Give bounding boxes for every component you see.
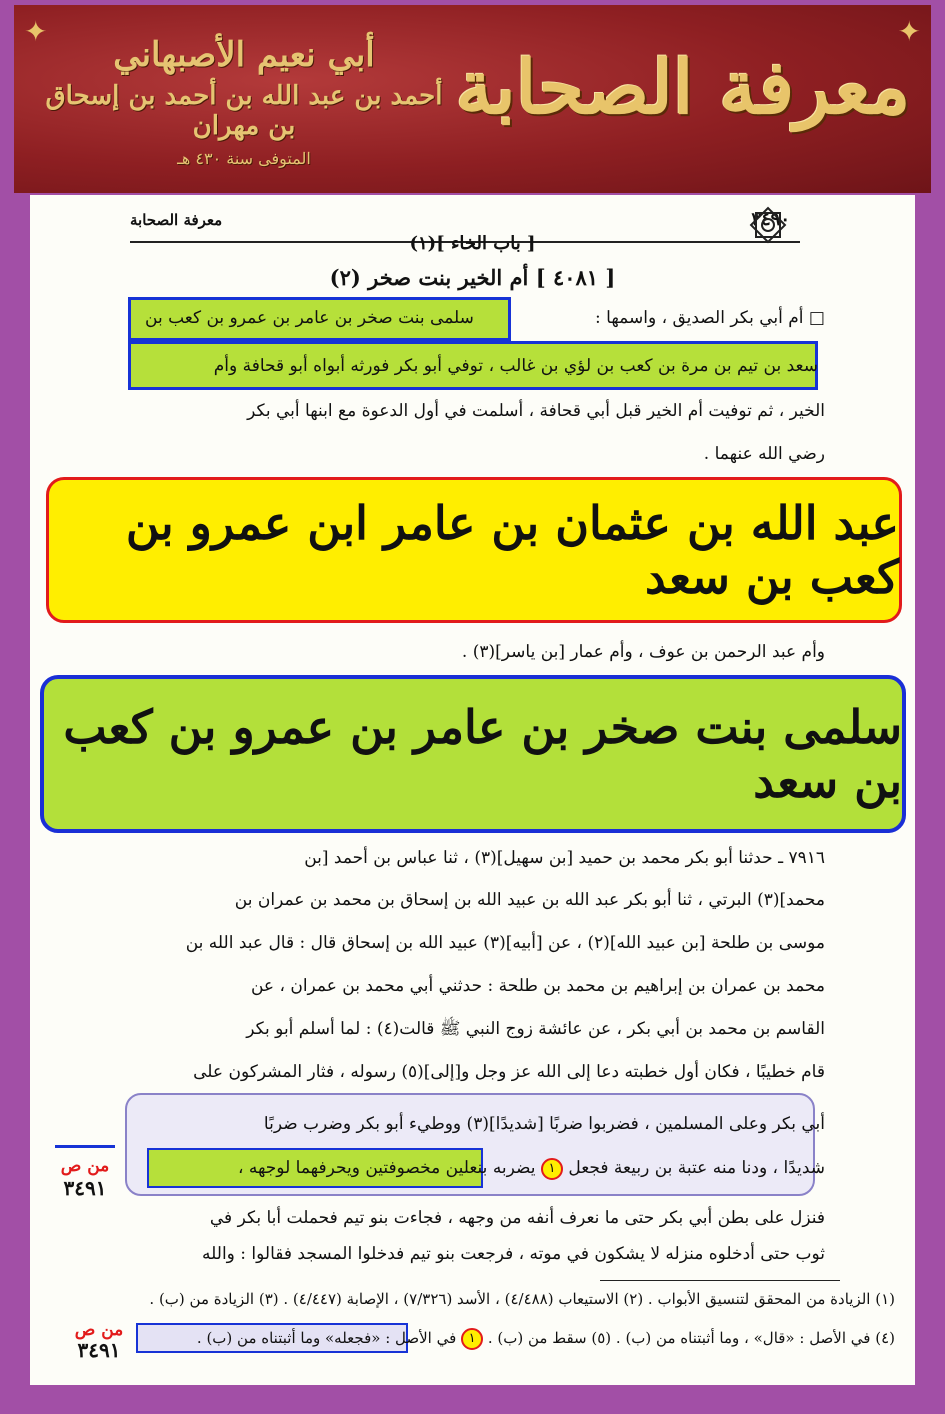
paragraph-line: فنزل على بطن أبي بكر حتى ما نعرف أنفه من وجهه ، فجاءت بنو تيم فحملت أبا بكر في (209, 1208, 825, 1228)
annotation-banner-green: سلمى بنت صخر بن عامر بن عمرو بن كعب بن سعد (40, 675, 906, 833)
footnote-marker: ١ (541, 1158, 563, 1180)
book-cover-banner (14, 5, 931, 193)
paragraph-line: موسى بن طلحة [بن عبيد الله](٢) ، عن [أبيه](٣) عبيد الله بن إسحاق قال : قال عبد الله بن (185, 933, 825, 953)
text-run: (٤) في الأصل : «قال» ، وما أثبتناه من (ب) . (٥) سقط من (ب) . (487, 1329, 895, 1347)
chapter-heading: [ باب الخاء ](١) (409, 233, 536, 254)
ornament-icon: ✦ (897, 15, 921, 48)
paragraph-line: قام خطيبًا ، فكان أول خطبته دعا إلى الله عز وجل و[إلى](٥) رسوله ، فثار المشركون على (193, 1062, 825, 1082)
author-name: أبي نعيم الأصبهاني (113, 35, 375, 75)
paragraph-line: ثوب حتى أدخلوه منزله لا يشكون في موته ، فرجعت بنو تيم فدخلوا المسجد فقالوا : والله (202, 1244, 825, 1264)
author-death-year: المتوفى سنة ٤٣٠ هـ (177, 149, 311, 168)
side-ref-page: ٣٤٩١ (77, 1338, 121, 1362)
footnote-line: (١) الزيادة من المحقق لتنسيق الأبواب . (٢) الاستيعاب (٤/٤٨٨) ، الأسد (٧/٣٢٦) ، الإصابة (٤/٤٤٧) . (٣) الزيادة من (ب) . (149, 1290, 895, 1308)
paragraph-line (125, 1157, 825, 1180)
paragraph-line: وأم عبد الرحمن بن عوف ، وأم عمار [بن ياسر](٣) . (461, 642, 825, 662)
author-block (34, 35, 454, 168)
paragraph-line: محمد بن عمران بن إبراهيم بن محمد بن طلحة : حدثني أبي محمد بن عمران ، عن (250, 976, 825, 996)
paragraph-line (125, 307, 825, 329)
ornament-icon: ✦ (24, 15, 48, 48)
entry-heading: [ ٤٠٨١ ] أم الخير بنت صخر (٢) (329, 265, 616, 290)
page-number: ٣٤٩٠ (751, 209, 790, 230)
text-run: شديدًا ، ودنا منه عتبة بن ربيعة فجعل (568, 1158, 825, 1178)
highlighted-footnote: في الأصل : «فجعله» وما أثبتناه من (ب) . (196, 1329, 457, 1347)
side-note-rule (55, 1145, 115, 1148)
author-full-name: أحمد بن عبد الله بن أحمد بن إسحاق بن مهران (45, 81, 443, 141)
paragraph-line: الخير ، ثم توفيت أم الخير قبل أبي قحافة ، أسلمت في أول الدعوة مع ابنها أبي بكر (247, 401, 825, 421)
paragraph-line: محمد](٣) البرتي ، ثنا أبو بكر عبد الله بن عبيد الله بن إسحاق بن محمد بن عمران بن (234, 890, 825, 910)
annotation-banner-yellow: عبد الله بن عثمان بن عامر ابن عمرو بن كعب بن سعد (46, 477, 902, 623)
book-page (30, 195, 915, 1385)
footnote-line (55, 1328, 895, 1350)
paragraph-line (128, 355, 818, 377)
side-ref-page: ٣٤٩١ (63, 1176, 107, 1200)
book-title-calligraphy: معرفة الصحابة (455, 45, 911, 131)
footnote-divider (600, 1280, 840, 1281)
side-ref-label: من ص (74, 1320, 124, 1340)
highlighted-phrase: يضربه بنعلين مخصوفتين ويحرفهما لوجهه ، (237, 1158, 536, 1178)
text-run: □ أم أبي بكر الصديق ، واسمها : (595, 308, 825, 328)
paragraph-line: ٧٩١٦ ـ حدثنا أبو بكر محمد بن حميد [بن سهيل](٣) ، ثنا عباس بن أحمد [بن (304, 848, 825, 868)
highlighted-name: سلمى بنت صخر بن عامر بن عمرو بن كعب بن (145, 308, 474, 328)
paragraph-line: القاسم بن محمد بن أبي بكر ، عن عائشة زوج النبي ﷺ قالت(٤) : لما أسلم أبو بكر (246, 1019, 825, 1039)
running-book-title: معرفة الصحابة (130, 211, 223, 229)
highlighted-lineage: سعد بن تيم بن مرة بن كعب بن لؤي بن غالب ، (488, 356, 818, 376)
side-page-ref (68, 1320, 130, 1360)
paragraph-line: رضي الله عنهما . (703, 444, 825, 464)
side-page-ref (52, 1156, 118, 1200)
footnote-marker: ١ (461, 1328, 483, 1350)
text-run: توفي أبو بكر فورثه أبواه أبو قحافة وأم (213, 356, 484, 376)
side-ref-label: من ص (60, 1156, 110, 1176)
paragraph-line: أبي بكر وعلى المسلمين ، فضربوا ضربًا [شديدًا](٣) ووطيء أبو بكر وضرب ضربًا (263, 1114, 825, 1134)
